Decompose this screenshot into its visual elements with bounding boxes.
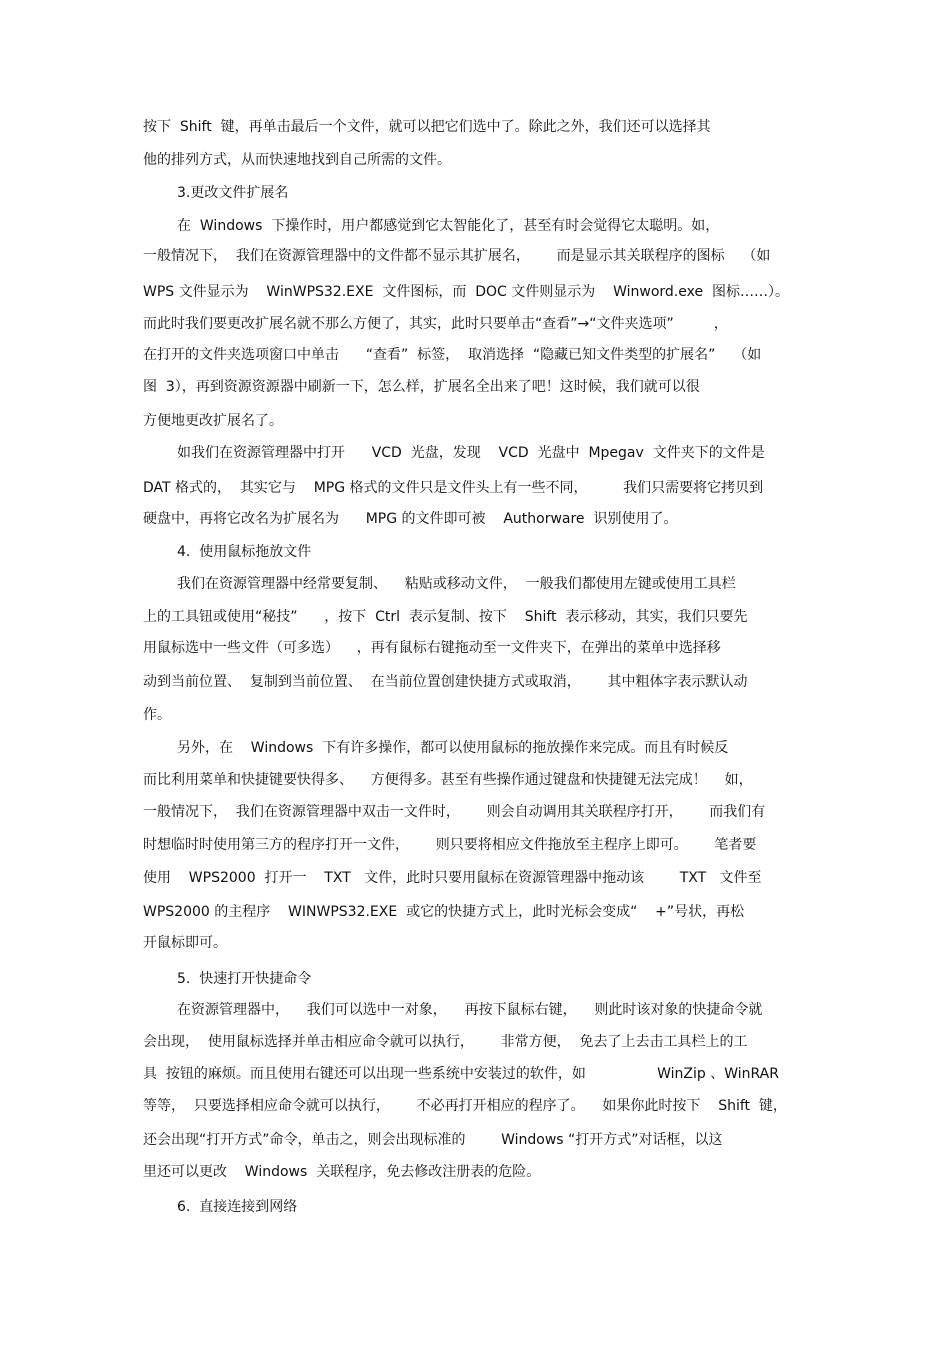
- section-heading: 4. 使用鼠标拖放文件: [177, 544, 312, 560]
- text-line: 方便地更改扩展名了。: [143, 413, 283, 429]
- text-line: 开鼠标即可。: [143, 935, 227, 951]
- text-line: 作。: [143, 707, 171, 723]
- text-line: 等等， 只要选择相应命令就可以执行， 不必再打开相应的程序了。 如果你此时按下 Shift 键，: [143, 1098, 787, 1114]
- section-heading: 6. 直接连接到网络: [177, 1199, 298, 1215]
- section-heading: 5. 快速打开快捷命令: [177, 971, 312, 987]
- text-line: 时想临时时使用第三方的程序打开一文件， 则只要将相应文件拖放至主程序上即可。 笔者要: [143, 837, 757, 853]
- text-line: 而此时我们要更改扩展名就不那么方便了，其实，此时只要单击“查看”→“文件夹选项” ，: [143, 316, 728, 332]
- text-line: 动到当前位置、 复制到当前位置、 在当前位置创建快捷方式或取消， 其中粗体字表示默认动: [143, 674, 748, 690]
- text-line: 按下 Shift 键，再单击最后一个文件，就可以把它们选中了。除此之外，我们还可以选择其: [143, 119, 711, 135]
- text-line: 如我们在资源管理器中打开 VCD 光盘，发现 VCD 光盘中 Mpegav 文件夹下的文件是: [177, 445, 765, 461]
- text-line: 一般情况下， 我们在资源管理器中双击一文件时， 则会自动调用其关联程序打开， 而我们有: [143, 804, 766, 820]
- text-line: 用鼠标选中一些文件（可多选） ，再有鼠标右键拖动至一文件夹下，在弹出的菜单中选择移: [143, 640, 721, 656]
- text-line: DAT 格式的， 其实它与 MPG 格式的文件只是文件头上有一些不同， 我们只需要将它拷贝到: [143, 480, 764, 496]
- text-line: 另外，在 Windows 下有许多操作，都可以使用鼠标的拖放操作来完成。而且有时候反: [177, 740, 729, 756]
- text-line: 在打开的文件夹选项窗口中单击 “查看” 标签， 取消选择 “隐藏已知文件类型的扩展名” （如: [143, 347, 762, 363]
- text-line: 会出现， 使用鼠标选择并单击相应命令就可以执行， 非常方便， 免去了上去击工具栏上的工: [143, 1034, 748, 1050]
- text-line: 具 按钮的麻烦。而且使用右键还可以出现一些系统中安装过的软件，如 WinZip 、WinRAR: [143, 1066, 779, 1082]
- text-line: 里还可以更改 Windows 关联程序，免去修改注册表的危险。: [143, 1164, 541, 1180]
- text-line: WPS 文件显示为 WinWPS32.EXE 文件图标，而 DOC 文件则显示为 Winword.exe 图标……）。: [143, 284, 789, 300]
- section-heading: 3.更改文件扩展名: [177, 185, 289, 201]
- text-line: 在 Windows 下操作时，用户都感觉到它太智能化了，甚至有时会觉得它太聪明。如，: [177, 218, 720, 234]
- text-line: 使用 WPS2000 打开一 TXT 文件，此时只要用鼠标在资源管理器中拖动该 TXT 文件至: [143, 870, 762, 886]
- text-line: 他的排列方式，从而快速地找到自己所需的文件。: [143, 152, 451, 168]
- text-line: 在资源管理器中， 我们可以选中一对象， 再按下鼠标右键， 则此时该对象的快捷命令就: [177, 1002, 763, 1018]
- text-line: 还会出现“打开方式”命令，单击之，则会出现标准的 Windows “打开方式”对话框，以这: [143, 1132, 723, 1148]
- text-line: 一般情况下， 我们在资源管理器中的文件都不显示其扩展名， 而是显示其关联程序的图标 （如: [143, 248, 771, 264]
- text-line: WPS2000 的主程序 WINWPS32.EXE 或它的快捷方式上，此时光标会变成“ +”号状，再松: [143, 904, 745, 920]
- text-line: 上的工具钮或使用“秘技” ，按下 Ctrl 表示复制、按下 Shift 表示移动，其实，我们只要先: [143, 609, 748, 625]
- text-line: 我们在资源管理器中经常要复制、 粘贴或移动文件， 一般我们都使用左键或使用工具栏: [177, 576, 736, 592]
- text-line: 而比利用菜单和快捷键要快得多、 方便得多。甚至有些操作通过键盘和快捷键无法完成！ 如，: [143, 772, 753, 788]
- text-line: 硬盘中，再将它改名为扩展名为 MPG 的文件即可被 Authorware 识别使用了。: [143, 511, 678, 527]
- text-line: 图 3），再到资源资源器中刷新一下，怎么样，扩展名全出来了吧！这时候，我们就可以很: [143, 379, 700, 395]
